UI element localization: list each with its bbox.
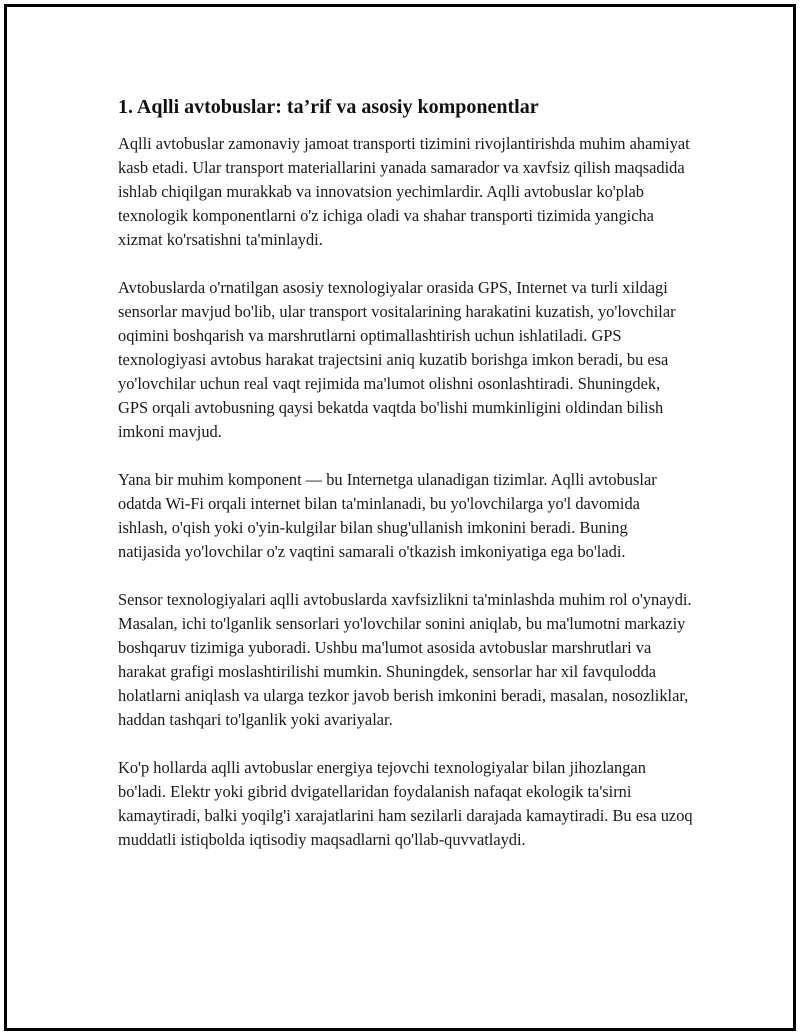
paragraph-intro: Aqlli avtobuslar zamonaviy jamoat transporti tizimini rivojlantirishda muhim ahamiyat kasb etadi. Ular transport materiallarini yanada samarador va xavfsiz qilish maqsadida ishlab chiqilgan murakkab va innovatsion yechimlardir. Aqlli avtobuslar ko'plab texnologik komponentlarni o'z ichiga oladi va shahar transporti tizimida yangicha xizmat ko'rsatishni ta'minlaydi. <box>118 134 690 249</box>
paragraph-internet: Yana bir muhim komponent — bu Internetga ulanadigan tizimlar. Aqlli avtobuslar odatda Wi-Fi orqali internet bilan ta'minlanadi, bu yo'lovchilarga yo'l davomida ishlash, o'qish yoki o'yin-kulgilar bilan shug'ullanish imkonini beradi. Buning natijasida yo'lovchilar o'z vaqtini samarali o'tkazish imkoniyatiga ega bo'ladi. <box>118 470 657 561</box>
paragraph-energy: Ko'p hollarda aqlli avtobuslar energiya tejovchi texnologiyalar bilan jihozlangan bo'ladi. Elektr yoki gibrid dvigatellaridan foydalanish nafaqat ekologik ta'sirni kamaytiradi, balki yoqilg'i xarajatlarini ham sezilarli darajada kamaytiradi. Bu esa uzoq muddatli istiqbolda iqtisodiy maqsadlarni qo'llab-quvvatlaydi. <box>118 758 693 849</box>
paragraph-sensors: Sensor texnologiyalari aqlli avtobuslarda xavfsizlikni ta'minlashda muhim rol o'ynaydi. Masalan, ichi to'lganlik sensorlari yo'lovchilar sonini aniqlab, bu ma'lumotni markaziy boshqaruv tizimiga yuboradi. Ushbu ma'lumot asosida avtobuslar marshrutlari va harakat grafigi moslashtirilishi mumkin. Shuningdek, sensorlar har xil favqulodda holatlarni aniqlash va ularga tezkor javob berish imkonini beradi, masalan, nosozliklar, haddan tashqari to'lganlik yoki avariyalar. <box>118 590 692 729</box>
document-body <box>118 94 693 876</box>
paragraph-technologies: Avtobuslarda o'rnatilgan asosiy texnologiyalar orasida GPS, Internet va turli xildagi sensorlar mavjud bo'lib, ular transport vositalarining harakatini kuzatish, yo'lovchilar oqimini boshqarish va marshrutlarni optimallashtirish uchun ishlatiladi. GPS texnologiyasi avtobus harakat trajectsini aniq kuzatib borishga imkon beradi, bu esa yo'lovchilar uchun real vaqt rejimida ma'lumot olishni osonlashtiradi. Shuningdek, GPS orqali avtobusning qaysi bekatda vaqtda bo'lishi mumkinligini oldindan bilish imkoni mavjud. <box>118 278 676 441</box>
section-title: 1. Aqlli avtobuslar: ta’rif va asosiy komponentlar <box>118 96 539 118</box>
